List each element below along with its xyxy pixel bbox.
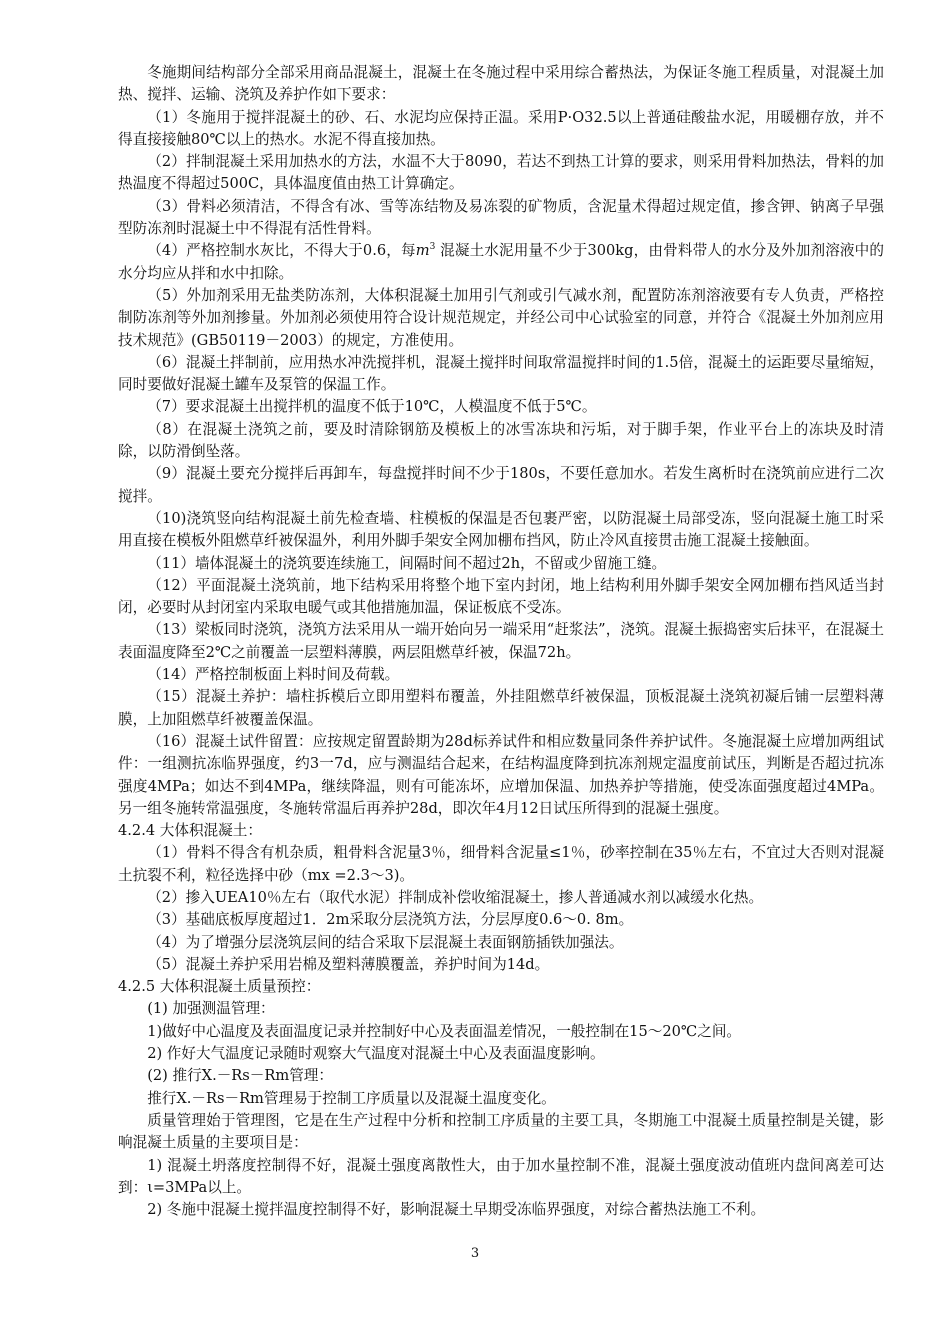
- quality-item-5: 推行X.－Rs－Rm管理易于控制工序质量以及混凝土温度变化。: [147, 1089, 556, 1107]
- winter-item-2: （2）拌制混凝土采用加热水的方法，水温不大于8090，若达不到热工计算的要求，则采用骨料加热法，骨料的加热温度不得超过500C，具体温度值由热工计算确定。: [118, 153, 884, 193]
- quality-item-4: (2) 推行X.－Rs－Rm管理：: [147, 1067, 333, 1085]
- winter-item-5: （5）外加剂采用无盐类防冻剂，大体积混凝土加用引气剂或引气减水剂，配置防冻剂溶液要有专人负责，严格控制防冻剂等外加剂掺量。外加剂必须使用符合设计规范规定，并经公司中心试验室的同意，并符合《混凝土外加剂应用技术规范》(GB50119－2003）的规定，方准使用。: [118, 286, 884, 349]
- winter-item-7: （7）要求混凝土出搅拌机的温度不低于10℃，人模温度不低于5℃。: [147, 398, 597, 416]
- document-body: [118, 62, 884, 1221]
- winter-item-11: （11）墙体混凝土的浇筑要连续施工，间隔时间不超过2h，不留或少留施工缝。: [147, 554, 667, 572]
- mass-concrete-item-2: （2）掺入UEA10％左右（取代水泥）拌制成补偿收缩混凝土，掺人普通减水剂以减缓水化热。: [147, 888, 764, 906]
- quality-item-6: 质量管理始于管理图，它是在生产过程中分析和控制工序质量的主要工具，冬期施工中混凝土质量控制是关键，影响混凝土质量的主要项目是：: [118, 1111, 884, 1152]
- winter-item-4-rest: 混凝土水泥用量不少于300kg，由骨料带人的水分及外加剂溶液中的水分均应从拌和水中扣除。: [118, 242, 884, 282]
- quality-item-3: 2) 作好大气温度记录随时观察大气温度对混凝土中心及表面温度影响。: [147, 1045, 605, 1063]
- section-424-heading: 4.2.4 大体积混凝土：: [118, 822, 262, 840]
- mass-concrete-item-4: （4）为了增强分层浇筑层间的结合采取下层混凝土表面钢筋插铁加强法。: [147, 933, 624, 951]
- winter-item-15: （15）混凝土养护：墙柱拆模后立即用塑料布覆盖，外挂阻燃草纤被保温，顶板混凝土浇筑初凝后铺一层塑料薄膜，上加阻燃草纤被覆盖保温。: [118, 688, 884, 728]
- winter-item-10: （10)浇筑竖向结构混凝土前先检查墙、柱模板的保温是否包裹严密，以防混凝土局部受冻，竖向混凝土施工时采用直接在模板外阻燃草纤被保温外，利用外脚手架安全网加棚布挡风，防止冷风直接贯击施工混凝土接触面。: [118, 509, 884, 550]
- mass-concrete-item-5: （5）混凝土养护采用岩棉及塑料薄膜覆盖，养护时间为14d。: [147, 955, 550, 973]
- quality-item-7: 1) 混凝土坍落度控制得不好，混凝土强度离散性大，由于加水量控制不准，混凝土强度波动值班内盘间离差可达到：ι=3MPa以上。: [118, 1156, 884, 1196]
- page-number: 3: [470, 1246, 480, 1261]
- mass-concrete-item-1: （1）骨料不得含有机杂质，粗骨料含泥量3％，细骨料含泥量≤1％，砂率控制在35％左右，不宜过大否则对混凝土抗裂不利，粒径选择中砂（mx =2.3～3)。: [118, 844, 884, 884]
- mass-concrete-item-3: （3）基础底板厚度超过1．2m采取分层浇筑方法，分层厚度0.6～0. 8m。: [147, 911, 634, 929]
- winter-item-6: （6）混凝土拌制前，应用热水冲洗搅拌机，混凝土搅拌时间取常温搅拌时间的1.5倍，混凝土的运距要尽量缩短，同时要做好混凝土罐车及泵管的保温工作。: [118, 353, 884, 394]
- quality-item-1: (1) 加强测温管理：: [147, 1000, 275, 1018]
- winter-item-3: （3）骨料必须清洁，不得含有冰、雪等冻结物及易冻裂的矿物质，含泥量术得超过规定值，掺含钾、钠离子早强型防冻剂时混凝土中不得混有活性骨料。: [118, 197, 884, 238]
- winter-item-13: （13）梁板同时浇筑，浇筑方法采用从一端开始向另一端采用“赶浆法”，浇筑。混凝土振捣密实后抹平，在混凝土表面温度降至2℃之前覆盖一层塑料薄膜，两层阻燃草纤被，保温72h。: [118, 621, 884, 661]
- winter-item-1: （1）冬施用于搅拌混凝土的砂、石、水泥均应保持正温。采用P·O32.5以上普通硅酸盐水泥，用暖棚存放，并不得直接接触80℃以上的热水。水泥不得直接加热。: [118, 108, 884, 148]
- cubic-meter-unit: m: [415, 242, 430, 260]
- winter-item-8: （8）在混凝土浇筑之前，要及时清除钢筋及模板上的冰雪冻块和污垢，对于脚手架，作业平台上的冻块及时清除，以防滑倒坠落。: [118, 420, 884, 461]
- winter-item-14: （14）严格控制板面上料时间及荷载。: [147, 666, 400, 684]
- winter-item-4: [118, 240, 884, 285]
- cubic-superscript: 3: [429, 242, 436, 253]
- section-425-heading: 4.2.5 大体积混凝土质量预控：: [118, 978, 321, 996]
- winter-item-16: （16）混凝土试件留置：应按规定留置龄期为28d标养试件和相应数量同条件养护试件。冬施混凝土应增加两组试件：一组测抗冻临界强度，约3一7d，应与测温结合起来，在结构温度降到抗冻剂规定温度前试压，判断是否超过抗冻强度4MPa；如达不到4MPa，继续降温，则有可能冻坏，应增加保温、加热养护等措施，使受冻面强度超过4MPa。另一组冬施转常温强度，冬施转常温后再养护28d，即次年4月12日试压所得到的混凝土强度。: [118, 732, 884, 817]
- quality-item-2: 1)做好中心温度及表面温度记录并控制好中心及表面温差情况，一般控制在15～20℃之间。: [147, 1022, 742, 1040]
- quality-item-8: 2) 冬施中混凝土搅拌温度控制得不好，影响混凝土早期受冻临界强度，对综合蓄热法施工不利。: [147, 1201, 766, 1219]
- winter-item-12: （12）平面混凝土浇筑前，地下结构采用将整个地下室内封闭，地上结构利用外脚手架安全网加棚布挡风适当封闭，必要时从封闭室内采取电暖气或其他措施加温，保证板底不受冻。: [118, 576, 884, 617]
- winter-item-9: （9）混凝土要充分搅拌后再卸车，每盘搅拌时间不少于180s，不要任意加水。若发生离析时在浇筑前应进行二次搅拌。: [118, 465, 884, 505]
- intro-paragraph: 冬施期间结构部分全部采用商品混凝土，混凝土在冬施过程中采用综合蓄热法，为保证冬施工程质量，对混凝土加热、搅拌、运输、浇筑及养护作如下要求：: [118, 64, 884, 104]
- winter-item-4-text: （4）严格控制水灰比，不得大于0.6，每: [147, 242, 416, 260]
